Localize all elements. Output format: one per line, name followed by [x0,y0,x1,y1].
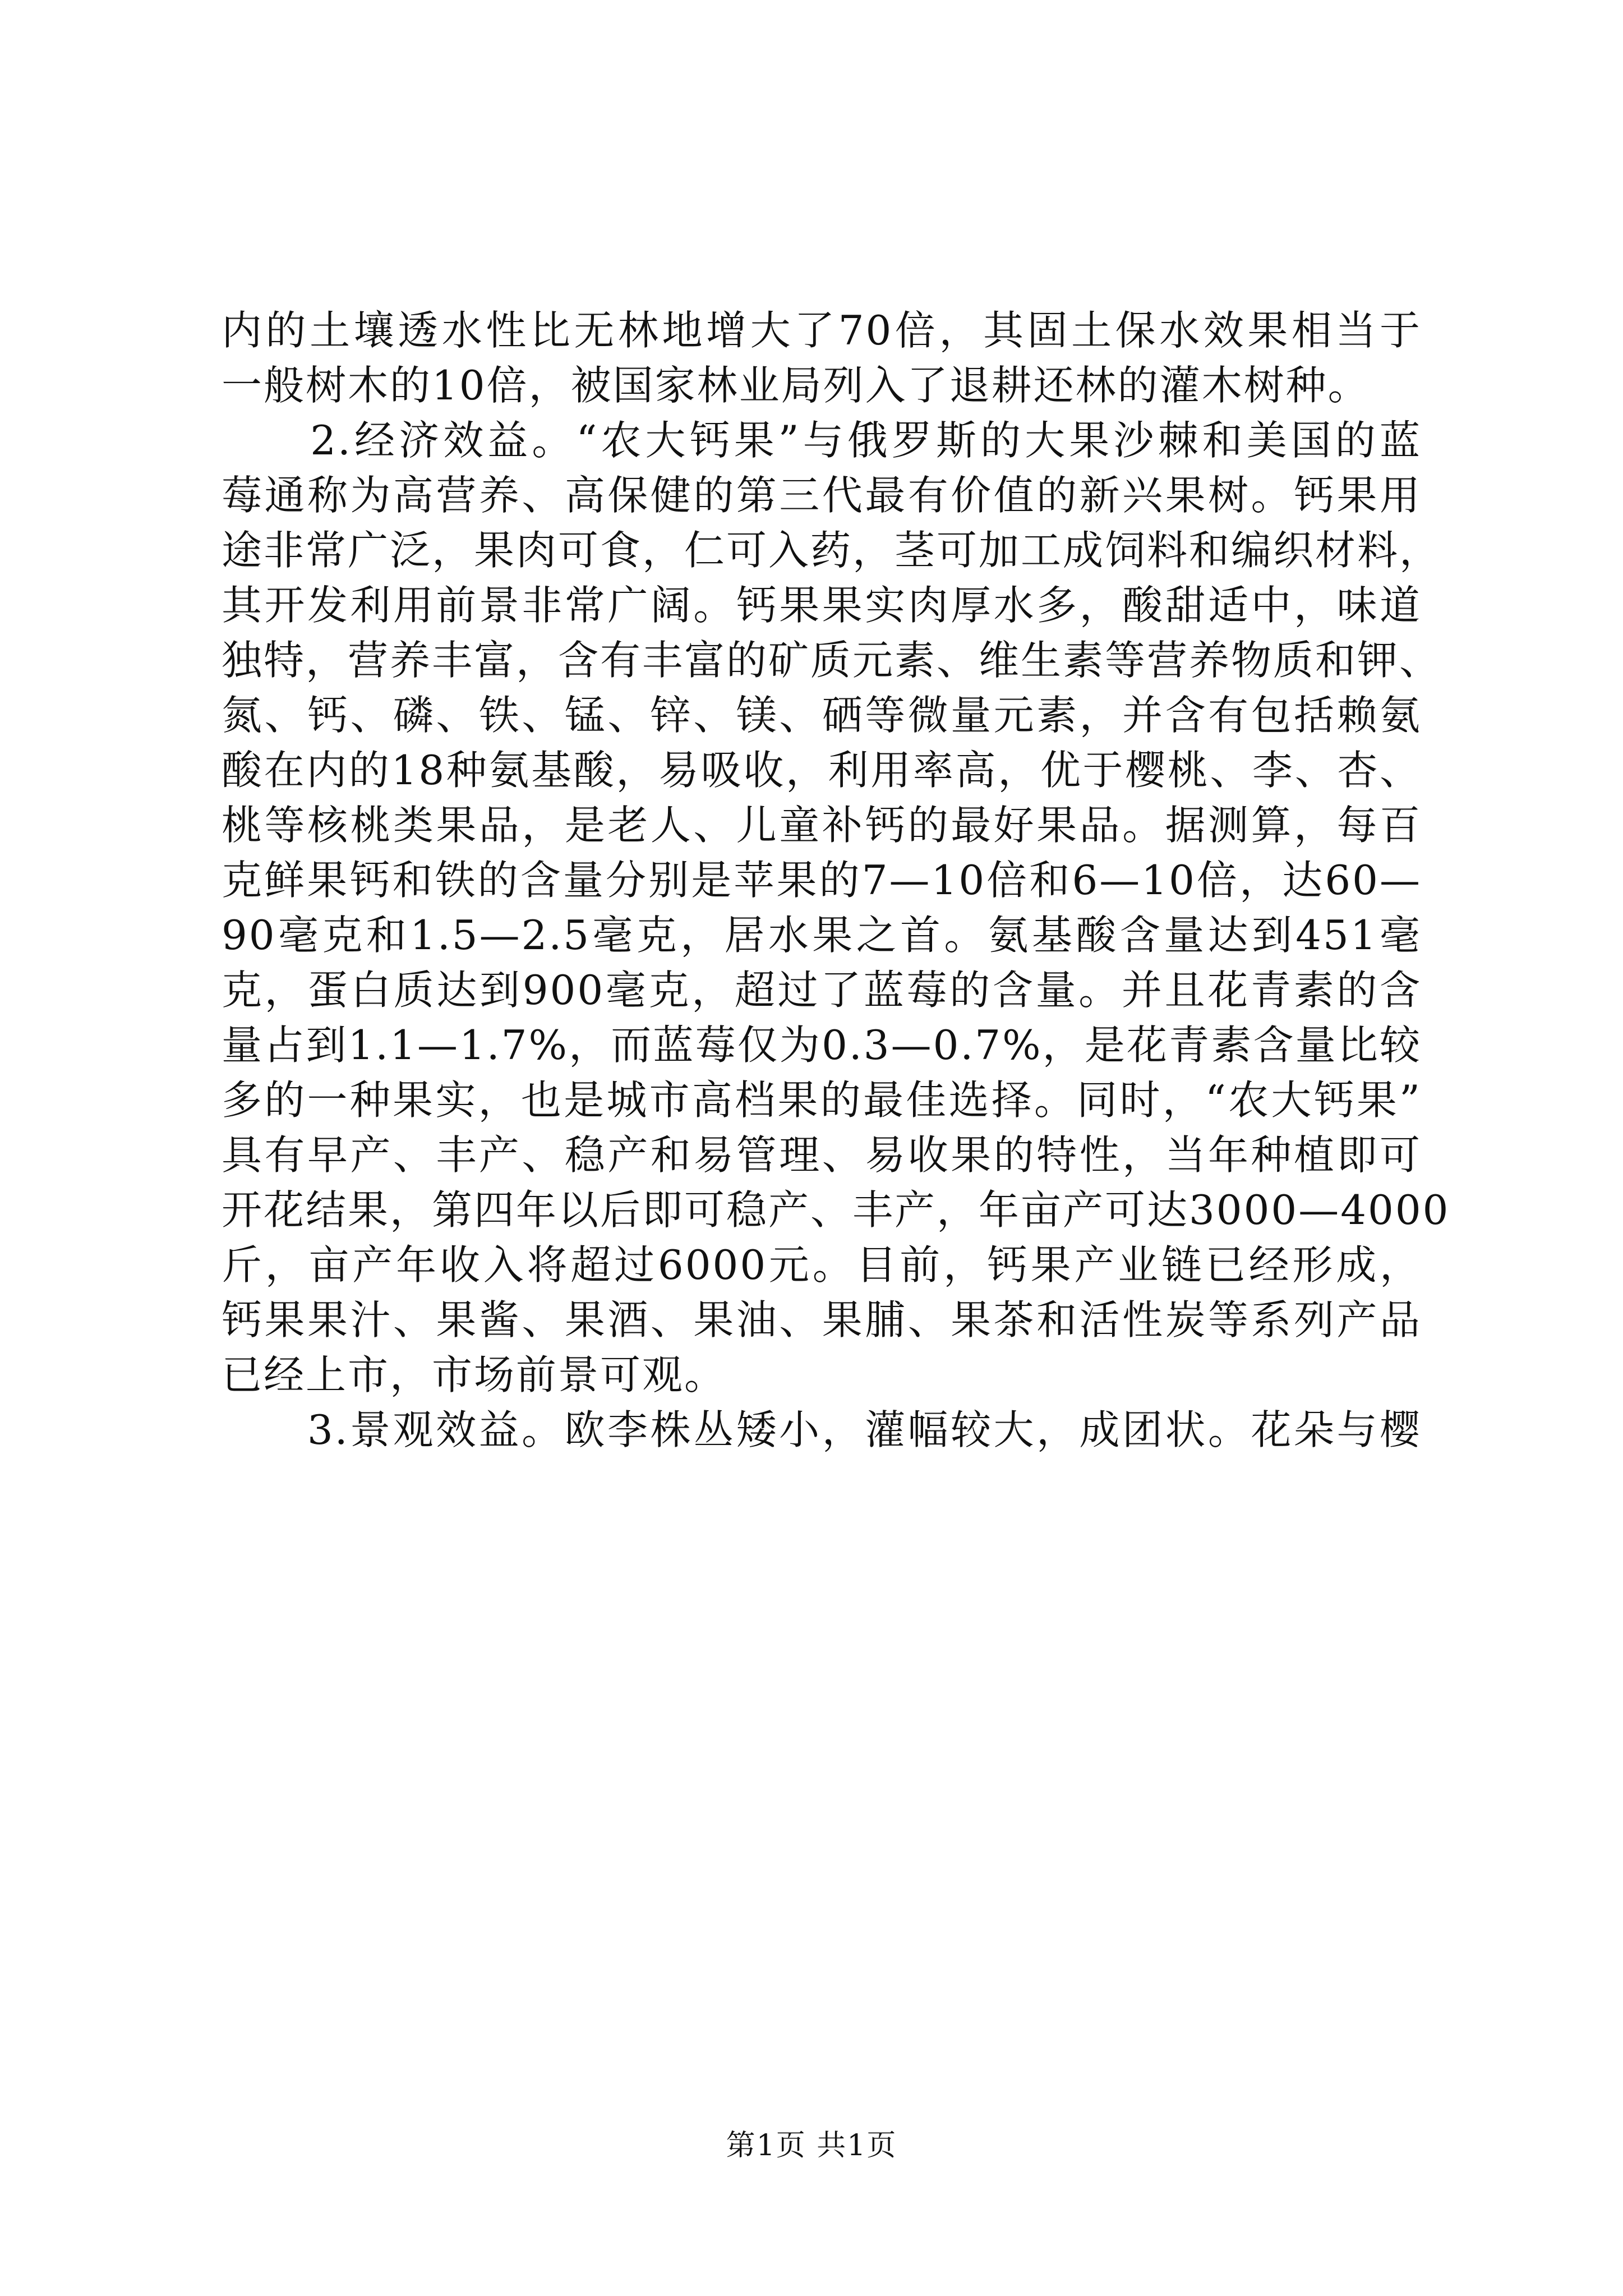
page-footer [0,2129,1623,2162]
text-line: 具有早产、丰产、稳产和易管理、易收果的特性，当年种植即可 [222,1131,1422,1179]
text-line: 内的土壤透水性比无林地增大了70倍，其固土保水效果相当于 [222,307,1422,354]
paragraph-continuation [222,303,1422,413]
text-line: 2.经济效益。“农大钙果”与俄罗斯的大果沙棘和美国的蓝 [222,417,1422,464]
text-line: 途非常广泛，果肉可食，仁可入药，茎可加工成饲料和编织材料， [222,527,1442,574]
paragraph-economic-benefit [222,413,1450,1402]
document-body [222,303,1450,1457]
text-line: 莓通称为高营养、高保健的第三代最有价值的新兴果树。钙果用 [222,472,1422,519]
text-line: 已经上市，市场前景可观。 [222,1351,727,1398]
text-line: 开花结果，第四年以后即可稳产、丰产，年亩产可达3000—4000 [222,1186,1450,1234]
text-line: 克，蛋白质达到900毫克，超过了蓝莓的含量。并且花青素的含 [222,967,1422,1014]
text-line: 量占到1.1—1.7%，而蓝莓仅为0.3—0.7%，是花青素含量比较 [222,1022,1422,1069]
text-line: 其开发利用前景非常广阔。钙果果实肉厚水多，酸甜适中，味道 [222,582,1422,629]
text-line: 3.景观效益。欧李株丛矮小，灌幅较大，成团状。花朵与樱 [222,1406,1422,1453]
page-number-label: 第1页 共1页 [726,2129,897,2162]
text-line: 克鲜果钙和铁的含量分别是苹果的7—10倍和6—10倍，达60— [222,857,1422,904]
text-line: 桃等核桃类果品，是老人、儿童补钙的最好果品。据测算，每百 [222,802,1422,849]
text-line: 多的一种果实，也是城市高档果的最佳选择。同时，“农大钙果” [222,1076,1422,1124]
text-line: 90毫克和1.5—2.5毫克，居水果之首。氨基酸含量达到451毫 [222,912,1422,959]
text-line: 酸在内的18种氨基酸，易吸收，利用率高，优于樱桃、李、杏、 [222,747,1422,794]
text-line: 氮、钙、磷、铁、锰、锌、镁、硒等微量元素，并含有包括赖氨 [222,692,1422,739]
text-line: 独特，营养丰富，含有丰富的矿质元素、维生素等营养物质和钾、 [222,637,1442,684]
text-line: 一般树木的10倍，被国家林业局列入了退耕还林的灌木树种。 [222,362,1370,409]
text-line: 钙果果汁、果酱、果酒、果油、果脯、果茶和活性炭等系列产品 [222,1296,1422,1343]
text-line: 斤，亩产年收入将超过6000元。目前，钙果产业链已经形成， [222,1241,1422,1289]
paragraph-landscape-benefit [222,1402,1422,1457]
